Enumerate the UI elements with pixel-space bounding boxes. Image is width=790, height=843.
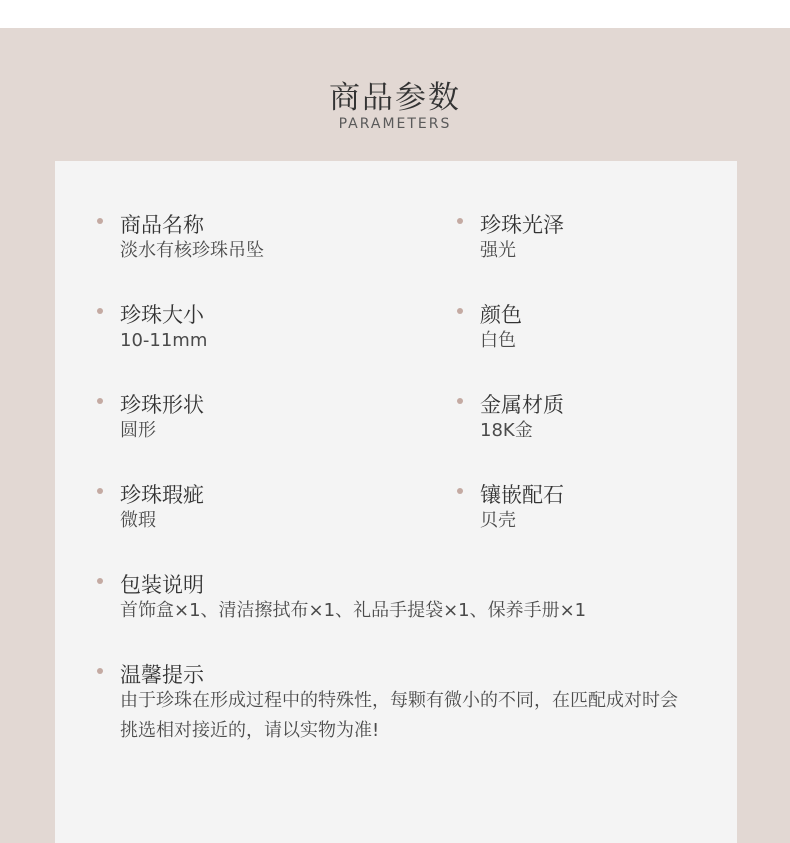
top-white-strip [0, 0, 790, 28]
bullet-dot-icon [97, 488, 103, 494]
param-label: 包装说明 [120, 573, 204, 597]
param-value: 淡水有核珍珠吊坠 [120, 240, 264, 261]
param-value: 白色 [480, 330, 516, 351]
bullet-dot-icon [97, 398, 103, 404]
bullet-dot-icon [457, 398, 463, 404]
param-label: 金属材质 [480, 393, 564, 417]
bullet-dot-icon [97, 218, 103, 224]
param-value: 强光 [480, 240, 516, 261]
param-label: 珍珠瑕疵 [120, 483, 204, 507]
param-label: 商品名称 [120, 213, 204, 237]
param-label: 温馨提示 [120, 663, 204, 687]
param-value: 18K金 [480, 420, 533, 441]
parameters-card [55, 161, 737, 843]
param-label: 珍珠大小 [120, 303, 204, 327]
param-value: 贝壳 [480, 510, 516, 531]
section-subtitle: PARAMETERS [338, 116, 452, 132]
param-value: 圆形 [120, 420, 156, 441]
bullet-dot-icon [457, 218, 463, 224]
param-value: 由于珍珠在形成过程中的特殊性，每颗有微小的不同，在匹配成对时会挑选相对接近的，请以实物为准! [120, 690, 678, 741]
param-value: 首饰盒×1、清洁擦拭布×1、礼品手提袋×1、保养手册×1 [120, 600, 587, 621]
param-value: 10-11mm [120, 330, 208, 351]
bullet-dot-icon [97, 308, 103, 314]
bullet-dot-icon [457, 308, 463, 314]
param-label: 珍珠光泽 [480, 213, 564, 237]
param-label: 镶嵌配石 [480, 483, 564, 507]
bullet-dot-icon [457, 488, 463, 494]
bullet-dot-icon [97, 578, 103, 584]
bullet-dot-icon [97, 668, 103, 674]
param-value: 微瑕 [120, 510, 156, 531]
param-label: 颜色 [480, 303, 522, 327]
section-title: 商品参数 [329, 80, 461, 116]
param-label: 珍珠形状 [120, 393, 204, 417]
